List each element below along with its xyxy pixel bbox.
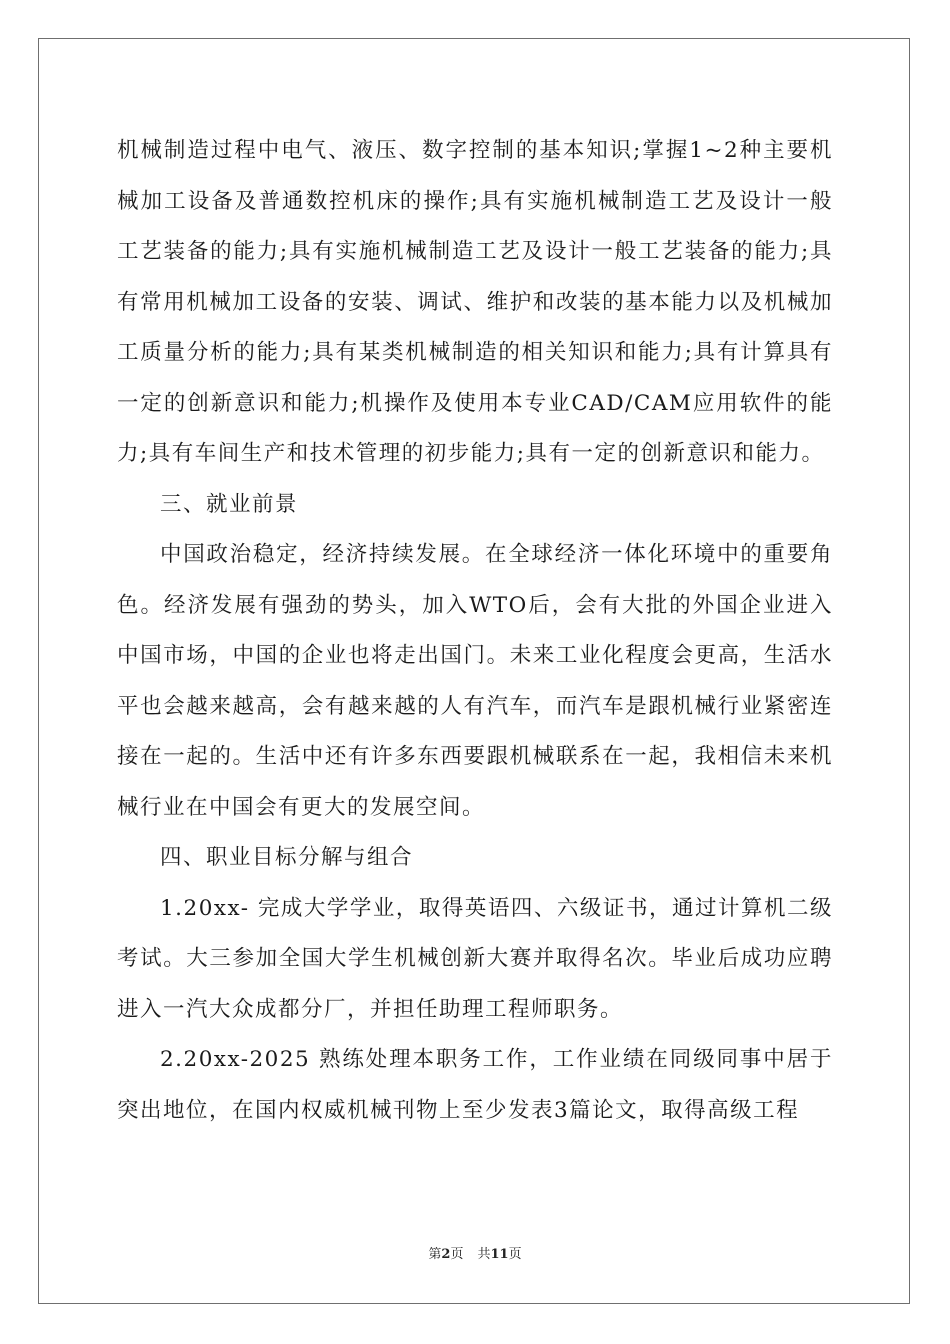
page-prefix: 第	[428, 1247, 442, 1262]
paragraph-goal-1: 1.20xx- 完成大学学业，取得英语四、六级证书，通过计算机二级考试。大三参加全国大学生机械创新大赛并取得名次。毕业后成功应聘进入一汽大众成都分厂，并担任助理工程师职务。	[117, 895, 833, 1022]
page-number: 2	[441, 1247, 451, 1262]
heading-employment-prospects: 三、就业前景	[160, 491, 299, 517]
paragraph-skills: 机械制造过程中电气、液压、数字控制的基本知识;掌握1~2种主要机械加工设备及普通数控机床的操作;具有实施机械制造工艺及设计一般工艺装备的能力;具有实施机械制造工艺及设计一般工艺装备的能力;具有常用机械加工设备的安装、调试、维护和改装的基本能力以及机械加工质量分析的能力;具有某类机械制造的相关知识和能力;具有计算具有一定的创新意识和能力;机操作及使用本专业CAD/CAM应用软件的能力;具有车间生产和技术管理的初步能力;具有一定的创新意识和能力。	[117, 138, 833, 466]
page-suffix: 页	[450, 1247, 464, 1262]
total-pages: 11	[490, 1247, 509, 1262]
total-prefix: 共	[477, 1247, 491, 1262]
paragraph-goal-2: 2.20xx-2025 熟练处理本职务工作，工作业绩在同级同事中居于突出地位，在国内权威机械刊物上至少发表3篇论文，取得高级工程	[117, 1047, 833, 1123]
heading-career-goals: 四、职业目标分解与组合	[160, 845, 414, 870]
paragraph-employment-prospects: 中国政治稳定，经济持续发展。在全球经济一体化环境中的重要角色。经济发展有强劲的势头，加入WTO后，会有大批的外国企业进入中国市场，中国的企业也将走出国门。未来工业化程度会更高，生活水平也会越来越高，会有越来越的人有汽车，而汽车是跟机械行业紧密连接在一起的。生活中还有许多东西要跟机械联系在一起，我相信未来机械行业在中国会有更大的发展空间。	[117, 542, 833, 820]
document-body	[117, 126, 833, 1136]
total-suffix: 页	[508, 1247, 522, 1262]
page-footer	[0, 1245, 950, 1265]
